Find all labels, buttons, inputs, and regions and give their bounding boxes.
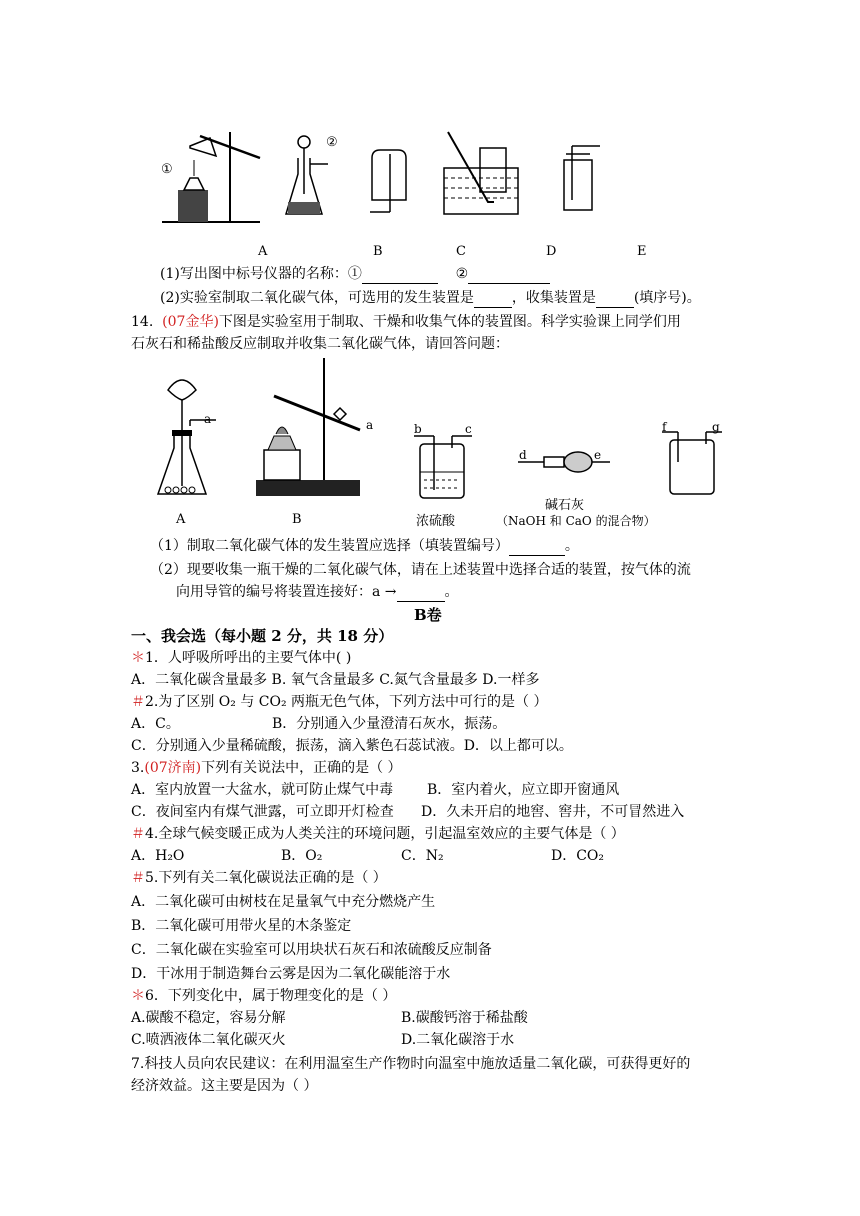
question-2-options-ab: A．C。 B．分别通入少量澄清石灰水，振荡。	[131, 716, 507, 732]
fig1-label-c: C	[456, 244, 466, 259]
q14-part2-line2: 向用导管的编号将装置连接好：a → 。	[176, 584, 459, 600]
question-5-option-c: C．二氧化碳在实验室可以用块状石灰石和浓硫酸反应制备	[131, 942, 492, 958]
question-1-options: A．二氧化碳含量最多 B. 氧气含量最多 C.氮气含量最多 D.一样多	[131, 672, 540, 688]
label-soda-lime: 碱石灰	[545, 498, 585, 513]
question-7-stem-line1: 7.科技人员向农民建议：在利用温室生产作物时向温室中施放适量二氧化碳，可获得更好的	[131, 1056, 691, 1072]
question-3-options-ab: A．室内放置一大盆水，就可防止煤气中毒 B．室内着火，应立即开窗通风	[131, 782, 620, 798]
answer-blank-q14-2[interactable]	[397, 587, 445, 602]
fig2-label-b: B	[292, 512, 302, 527]
question-3-stem: 3.(07济南)下列有关说法中，正确的是（ ）	[131, 760, 402, 776]
question-2-stem: ＃2.为了区别 O₂ 与 CO₂ 两瓶无色气体，下列方法中可行的是（ ）	[131, 694, 548, 710]
answer-blank-2[interactable]	[468, 269, 550, 284]
mark-hash: ＃	[131, 694, 145, 710]
answer-blank-q14-1[interactable]	[509, 541, 565, 556]
question-7-stem-line2: 经济效益。这主要是因为（ ）	[131, 1078, 318, 1094]
answer-blank-collector[interactable]	[596, 293, 634, 308]
question-6-stem: ＊6．下列变化中，属于物理变化的是（ ）	[131, 988, 397, 1004]
q14-part1: （1）制取二氧化碳气体的发生装置应选择（填装置编号） 。	[150, 538, 579, 554]
question-4-stem: ＃4.全球气候变暖正成为人类关注的环境问题，引起温室效应的主要气体是（ ）	[131, 826, 625, 842]
q14-stem-line2: 石灰石和稀盐酸反应制取并收集二氧化碳气体，请回答问题：	[131, 336, 509, 352]
question-1-stem: ＊1．人呼吸所呼出的主要气体中( )	[131, 650, 352, 666]
port-a-heater: a	[366, 418, 374, 432]
question-4-options: A．H₂O B．O₂ C．N₂ D．CO₂	[131, 848, 605, 864]
q13-part2: (2)实验室制取二氧化碳气体，可选用的发生装置是 ，收集装置是 (填序号)。	[160, 290, 701, 306]
mark-star: ＊	[131, 650, 145, 666]
port-d: d	[519, 448, 527, 462]
mark-hash: ＃	[131, 826, 145, 842]
fig1-label-b: B	[373, 244, 383, 259]
apparatus-a-heating-setup	[160, 128, 270, 228]
apparatus-e-gas-bottle	[556, 140, 602, 216]
question-5-stem: ＃5.下列有关二氧化碳说法正确的是（ ）	[131, 870, 387, 886]
fig2-label-a: A	[176, 512, 186, 527]
mark-hash: ＃	[131, 870, 145, 886]
fig1-label-d: D	[546, 244, 557, 259]
apparatus-d-water-trough	[440, 128, 522, 218]
question-2-options-cd: C．分别通入少量稀硫酸，振荡，滴入紫色石蕊试液。D．以上都可以。	[131, 738, 573, 754]
q14-source: (07金华)	[162, 314, 219, 330]
apparatus-c-bottle-upward	[368, 146, 412, 220]
question-5-option-a: A．二氧化碳可由树枝在足量氧气中充分燃烧产生	[131, 894, 436, 910]
question-6-options-ab: A.碳酸不稳定，容易分解 B.碳酸钙溶于稀盐酸	[131, 1010, 528, 1026]
port-g: g	[712, 420, 720, 434]
question-6-options-cd: C.喷洒液体二氧化碳灭火 D.二氧化碳溶于水	[131, 1032, 515, 1048]
question-3-options-cd: C．夜间室内有煤气泄露，可立即开灯检查 D．久未开启的地窖、窖井，不可冒然进入	[131, 804, 685, 820]
q14-part2-line1: （2）现要收集一瓶干燥的二氧化碳气体，请在上述装置中选择合适的装置，按气体的流	[150, 562, 691, 578]
q13-part1: (1)写出图中标号仪器的名称：① ②	[160, 264, 550, 284]
answer-blank-generator[interactable]	[474, 293, 512, 308]
apparatus-a-generator	[154, 376, 224, 502]
question-5-option-b: B．二氧化碳可用带火星的木条鉴定	[131, 918, 352, 934]
q14-stem-line1: 14. (07金华)下图是实验室用于制取、干燥和收集气体的装置图。科学实验课上同学们用	[131, 314, 681, 330]
port-e: e	[594, 448, 602, 462]
fig1-label-a: A	[258, 244, 268, 259]
port-f: f	[662, 420, 667, 434]
marker-2: ②	[326, 135, 338, 150]
label-soda-lime-note: （NaOH 和 CaO 的混合物）	[496, 514, 656, 528]
port-b: b	[414, 422, 422, 436]
q3-source: (07济南)	[144, 760, 202, 776]
port-c: c	[465, 422, 472, 436]
port-a-generator: a	[204, 412, 212, 426]
marker-1: ①	[161, 162, 173, 177]
question-5-option-d: D．干冰用于制造舞台云雾是因为二氧化碳能溶于水	[131, 966, 451, 982]
label-conc-sulfuric-acid: 浓硫酸	[416, 514, 456, 529]
apparatus-b-heating	[250, 354, 380, 500]
mark-star: ＊	[131, 988, 145, 1004]
part1-title: 一、我会选（每小题 2 分，共 18 分）	[131, 627, 394, 645]
section-b-title: B卷	[414, 606, 442, 624]
answer-blank-1[interactable]	[362, 269, 438, 284]
fig1-label-e: E	[637, 244, 647, 259]
apparatus-wash-bottle	[412, 424, 474, 504]
